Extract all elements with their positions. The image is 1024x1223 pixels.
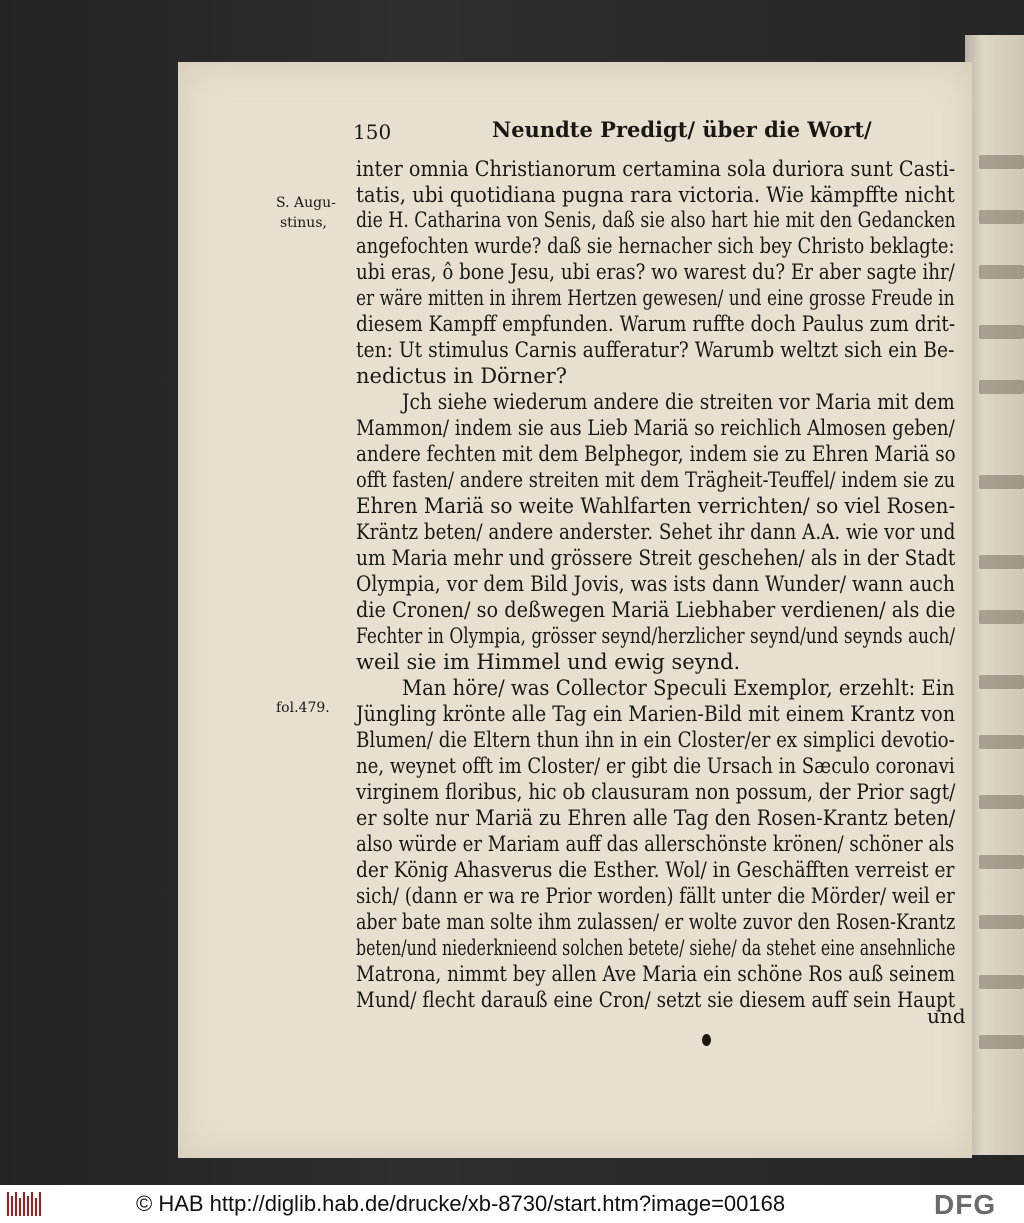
text-line: er solte nur Mariä zu Ehren alle Tag den Rosen-Krantz beten/	[356, 806, 956, 830]
text-line: tatis, ubi quotidiana pugna rara victoria. Wie kämpffte nicht	[356, 183, 955, 207]
text-line: sich/ (dann er wa re Prior worden) fällt unter die Mörder/ weil er	[356, 884, 955, 908]
margin-note-augustinus-2: stinus,	[280, 215, 327, 231]
source-url-link[interactable]: © HAB http://diglib.hab.de/drucke/xb-8730/start.htm?image=00168	[136, 1191, 786, 1216]
text-line: Man höre/ was Collector Speculi Exemplor, erzehlt: Ein	[402, 676, 955, 700]
margin-note-augustinus-1: S. Augu-	[276, 195, 336, 211]
text-line: Matrona, nimmt bey allen Ave Maria ein schöne Ros auß seinem	[356, 962, 956, 986]
margin-note-folio: fol.479.	[276, 700, 330, 716]
dfg-logo: DFG	[934, 1189, 997, 1220]
text-line: weil sie im Himmel und ewig seynd.	[356, 650, 741, 674]
text-line: Olympia, vor dem Bild Jovis, was ists dann Wunder/ wann auch	[356, 572, 955, 596]
text-line: diesem Kampff empfunden. Warum ruffte doch Paulus zum drit-	[356, 312, 956, 336]
text-line: Jüngling krönte alle Tag ein Marien-Bild mit einem Krantz von	[356, 702, 956, 726]
adjacent-page-edge	[965, 35, 1024, 1155]
text-line: aber bate man solte ihm zulassen/ er wolte zuvor den Rosen-Krantz	[356, 910, 956, 934]
text-line: virginem floribus, hic ob clausuram non possum, der Prior sagt/	[356, 780, 956, 804]
text-line: Jch siehe wiederum andere die streiten vor Maria mit dem	[402, 390, 955, 414]
text-line: andere fechten mit dem Belphegor, indem sie zu Ehren Mariä so	[356, 442, 956, 466]
text-line: also würde er Mariam auff das allerschönste krönen/ schöner als	[356, 832, 955, 856]
text-line: Blumen/ die Eltern thun ihn in ein Closter/er ex simplici devotio-	[356, 728, 955, 752]
text-line: Mund/ flecht darauß eine Cron/ setzt sie diesem auff sein Haupt	[356, 988, 956, 1012]
text-line: Mammon/ indem sie aus Lieb Mariä so reichlich Almosen geben/	[356, 416, 955, 440]
text-line: um Maria mehr und grössere Streit geschehen/ als in der Stadt	[356, 546, 956, 570]
text-line: ten: Ut stimulus Carnis aufferatur? Warumb weltzt sich ein Be-	[356, 338, 955, 362]
hab-library-icon	[6, 1189, 46, 1219]
text-line: Fechter in Olympia, grösser seynd/herzlicher seynd/und seynds auch/	[356, 624, 956, 648]
text-line: Kräntz beten/ andere anderster. Sehet ihr dann A.A. wie vor und	[356, 520, 956, 544]
text-line: nedictus in Dörner?	[356, 364, 567, 388]
page-number: 150	[353, 120, 392, 144]
text-line: ne, weynet offt im Closter/ er gibt die Ursach in Sæculo coronavi	[356, 754, 955, 778]
running-title: Neundte Predigt/ über die Wort/	[492, 117, 872, 142]
text-line: der König Ahasverus die Esther. Wol/ in Geschäfften verreist er	[356, 858, 955, 882]
text-line: er wäre mitten in ihrem Hertzen gewesen/ und eine grosse Freude in	[356, 286, 955, 310]
ink-spot	[702, 1034, 711, 1046]
text-line: ubi eras, ô bone Jesu, ubi eras? wo warest du? Er aber sagte ihr/	[356, 260, 955, 284]
text-line: inter omnia Christianorum certamina sola duriora sunt Casti-	[356, 157, 956, 181]
text-line: offt fasten/ andere streiten mit dem Trägheit-Teuffel/ indem sie zu	[356, 468, 956, 492]
text-line: beten/und niederknieend solchen betete/ siehe/ da stehet eine ansehnliche	[356, 936, 956, 960]
footer-bar	[0, 1185, 1024, 1223]
catchword: und	[927, 1004, 966, 1028]
text-line: angefochten wurde? daß sie hernacher sich bey Christo beklagte:	[356, 234, 955, 258]
text-line: die Cronen/ so deßwegen Mariä Liebhaber verdienen/ als die	[356, 598, 956, 622]
text-line: Ehren Mariä so weite Wahlfarten verrichten/ so viel Rosen-	[356, 494, 956, 518]
text-line: die H. Catharina von Senis, daß sie also hart hie mit den Gedancken	[356, 208, 956, 232]
